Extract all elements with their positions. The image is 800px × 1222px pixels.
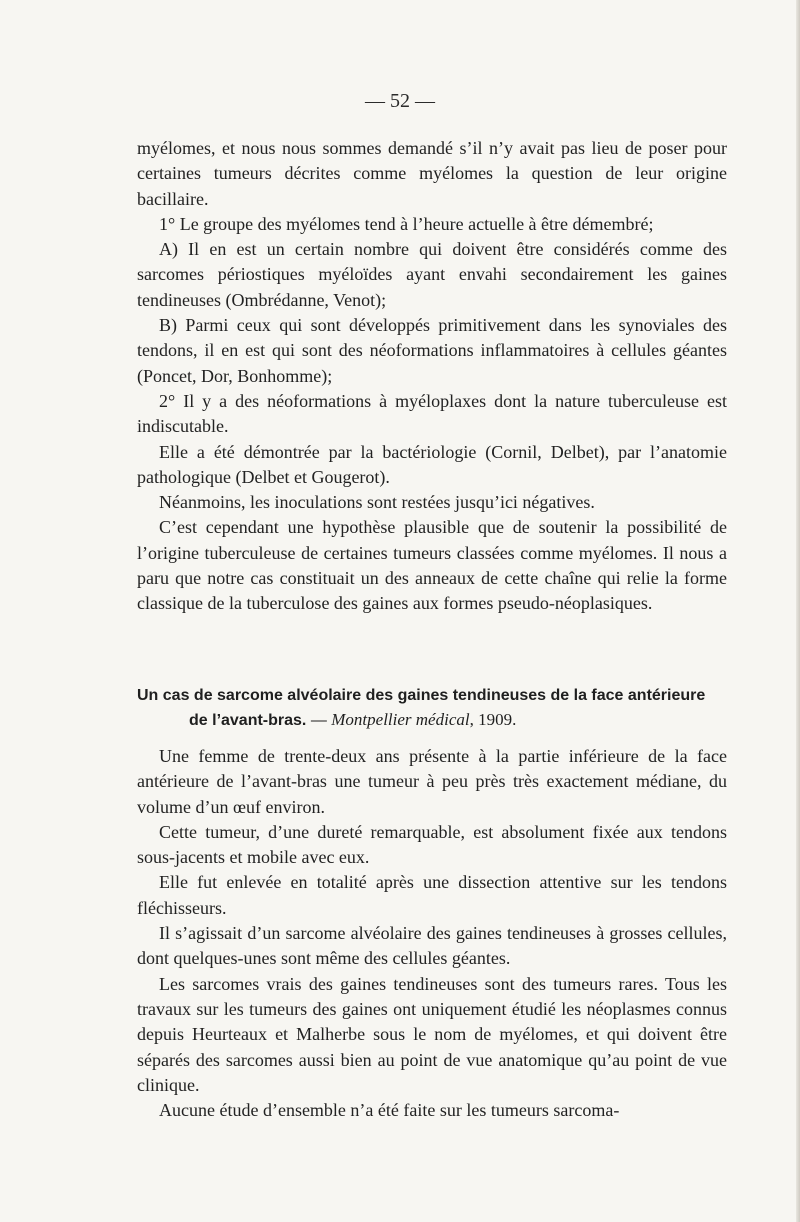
paragraph: 2° Il y a des néoformations à myéloplaxes dont la nature tuberculeuse est indiscutable. (137, 390, 727, 437)
heading-title-line: Un cas de sarcome alvéolaire des gaines tendineuses de la face antérieure (137, 687, 706, 704)
paragraph: Aucune étude d’ensemble n’a été faite sur les tumeurs sarcoma- (159, 1100, 620, 1121)
paragraph: myélomes, et nous nous sommes demandé s’il n’y avait pas lieu de poser pour certaines tumeurs décrites comme myélomes la question de leur origine bacillaire. (137, 138, 727, 209)
page-number: — 52 — (365, 90, 435, 112)
paragraph: Elle a été démontrée par la bactériologie (Cornil, Delbet), par l’anatomie pathologique (Delbet et Gougerot). (137, 441, 727, 487)
paragraph: A) Il en est un certain nombre qui doivent être considérés comme des sarcomes périostiques myéloïdes ayant envahi secondairement les gaines tendineuses (Ombrédanne, Venot); (137, 239, 727, 310)
paragraph: Elle fut enlevée en totalité après une dissection attentive sur les tendons fléchisseurs. (137, 872, 727, 918)
paragraph: C’est cependant une hypothèse plausible que de soutenir la possibilité de l’origine tuberculeuse de certaines tumeurs classées comme myélomes. Il nous a paru que notre cas constituait un des anneaux de cette chaîne qui relie la forme classique de la tuberculose des gaines aux formes pseudo-néoplasiques. (137, 517, 727, 614)
body-text-section-1 (137, 136, 727, 617)
body-text-section-2 (137, 744, 727, 1123)
heading-dash: — (306, 712, 332, 729)
paragraph: Les sarcomes vrais des gaines tendineuses sont des tumeurs rares. Tous les travaux sur les tumeurs des gaines ont uniquement étudié les néoplasmes connus depuis Heurteaux et Malherbe sous le nom de myélomes, et qui doivent être séparés des sarcomes aussi bien au point de vue anatomique qu’au point de vue clinique. (137, 973, 727, 1095)
paragraph: B) Parmi ceux qui sont développés primitivement dans les synoviales des tendons, il en est qui sont des néoformations inflammatoires à cellules géantes (Poncet, Dor, Bonhomme); (137, 315, 727, 386)
journal-name: Montpellier médical (331, 710, 470, 729)
paragraph: Il s’agissait d’un sarcome alvéolaire des gaines tendineuses à grosses cellules, dont quelques-unes sont même des cellules géantes. (137, 923, 727, 969)
publication-year: , 1909. (469, 710, 517, 729)
paragraph: Une femme de trente-deux ans présente à la partie inférieure de la face antérieure de l’avant-bras une tumeur à peu près très exactement médiane, du volume d’un œuf environ. (137, 746, 727, 817)
heading-citation-line (137, 708, 727, 733)
article-heading (137, 684, 727, 733)
heading-title-end: de l’avant-bras. (189, 712, 307, 729)
paragraph: Néanmoins, les inoculations sont restées jusqu’ici négatives. (159, 492, 595, 513)
paragraph: 1° Le groupe des myélomes tend à l’heure actuelle à être démembré; (159, 213, 654, 234)
page-edge-shadow (796, 0, 800, 1222)
paragraph: Cette tumeur, d’une dureté remarquable, est absolument fixée aux tendons sous-jacents et mobile avec eux. (137, 821, 727, 868)
